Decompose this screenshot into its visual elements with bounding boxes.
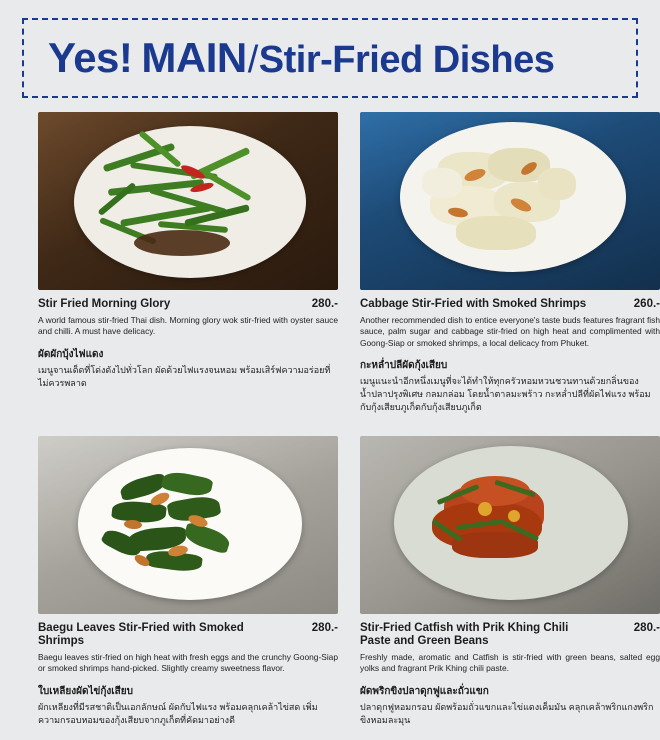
dish-price: 280.- — [311, 621, 338, 634]
dish-title-thai: ผัดผักบุ้งไฟแดง — [38, 348, 104, 360]
page-title-subtitle: Stir-Fried Dishes — [258, 39, 555, 81]
dish-description-thai: เมนูจานเด็ดที่โด่งดังไปทั่วโลก ผัดด้วยไฟแรงจนหอม พร้อมเสิร์ฟความอร่อยที่ไม่ควรพลาด — [38, 364, 331, 388]
page-title-main: MAIN — [141, 34, 247, 81]
dish-title: Stir-Fried Catfish with Prik Khing Chili Paste and Green Beans — [360, 621, 569, 648]
dish-card-morning-glory — [38, 112, 338, 414]
page-title-slash: / — [247, 39, 258, 81]
dish-title-thai: ผัดพริกขิงปลาดุกฟูและถั่วแขก — [360, 685, 489, 697]
dish-title: Cabbage Stir-Fried with Smoked Shrimps — [360, 298, 587, 310]
dish-description-thai: ปลาดุกฟูหอมกรอบ ผัดพร้อมถั่วแขกและไข่แดงเค็มมัน คลุกเคล้าพริกแกงพริกขิงหอมละมุน — [360, 701, 654, 725]
dish-description: Another recommended dish to entice everyone's taste buds features fragrant fish sauce, palm sugar and cabbage stir-fried on high heat and complimented with Goong-Siap or smoked shrimps, a local delicacy from Phuket. — [360, 314, 660, 348]
dish-row-1 — [0, 112, 660, 414]
dish-price: 280.- — [311, 298, 338, 310]
dish-card-baegu-shrimp — [38, 436, 338, 727]
dish-card-cabbage-shrimp — [360, 112, 660, 414]
dish-description-thai: เมนูแนะนำอีกหนึ่งเมนูที่จะได้ทำให้ทุกครัวหอมหวนชวนทานด้วยกลิ่นของน้ำปลาปรุงพิเศษ กลมกล่อม โดยน้ำตาลมะพร้าว กะหล่ำปลีที่ผัดไฟแรง พร้อมกับกุ้งเสียบภูเก็ตกับกุ้งเสียบภูเก็ต — [360, 376, 651, 412]
page-title-yes: Yes! — [48, 34, 133, 81]
dish-description: A world famous stir-fried Thai dish. Morning glory wok stir-fried with oyster sauce and chilli. A must have delicacy. — [38, 314, 338, 337]
page-title — [48, 34, 554, 82]
dish-description-thai: ผักเหลียงที่มีรสชาติเป็นเอกลักษณ์ ผัดกับไฟแรง พร้อมคลุกเคล้าไข่สด เพิ่มความกรอบหอมของกุ้งเสียบจากภูเก็ตที่คัดมาอย่างดี — [38, 701, 318, 725]
dish-title-row — [38, 298, 338, 312]
dish-title-thai: กะหล่ำปลีผัดกุ้งเสียบ — [360, 360, 448, 372]
cabbage-shrimp-photo — [360, 112, 660, 290]
morning-glory-photo — [38, 112, 338, 290]
dish-description: Baegu leaves stir-fried on high heat with fresh eggs and the crunchy Goong-Siap or smoked shrimps hand-picked. Slightly creamy sweetness flavor. — [38, 651, 338, 674]
dish-title-row — [360, 622, 660, 649]
dish-price: 280.- — [633, 621, 660, 634]
dish-title-thai: ใบเหลียงผัดไข่กุ้งเสียบ — [38, 685, 133, 697]
dish-price: 260.- — [633, 298, 660, 310]
dish-grid — [0, 112, 660, 726]
baegu-shrimp-photo — [38, 436, 338, 614]
dish-title-row — [38, 622, 338, 649]
dish-row-2 — [0, 436, 660, 727]
page-header — [22, 18, 638, 98]
dish-description: Freshly made, aromatic and Catfish is stir-fried with green beans, salted egg yolks and fragrant Prik Khing chili paste. — [360, 651, 660, 674]
catfish-prikkhing-photo — [360, 436, 660, 614]
dish-title: Baegu Leaves Stir-Fried with Smoked Shrimps — [38, 621, 244, 648]
dish-card-catfish-prikkhing — [360, 436, 660, 727]
dish-title-row — [360, 298, 660, 312]
dish-title: Stir Fried Morning Glory — [38, 298, 171, 310]
